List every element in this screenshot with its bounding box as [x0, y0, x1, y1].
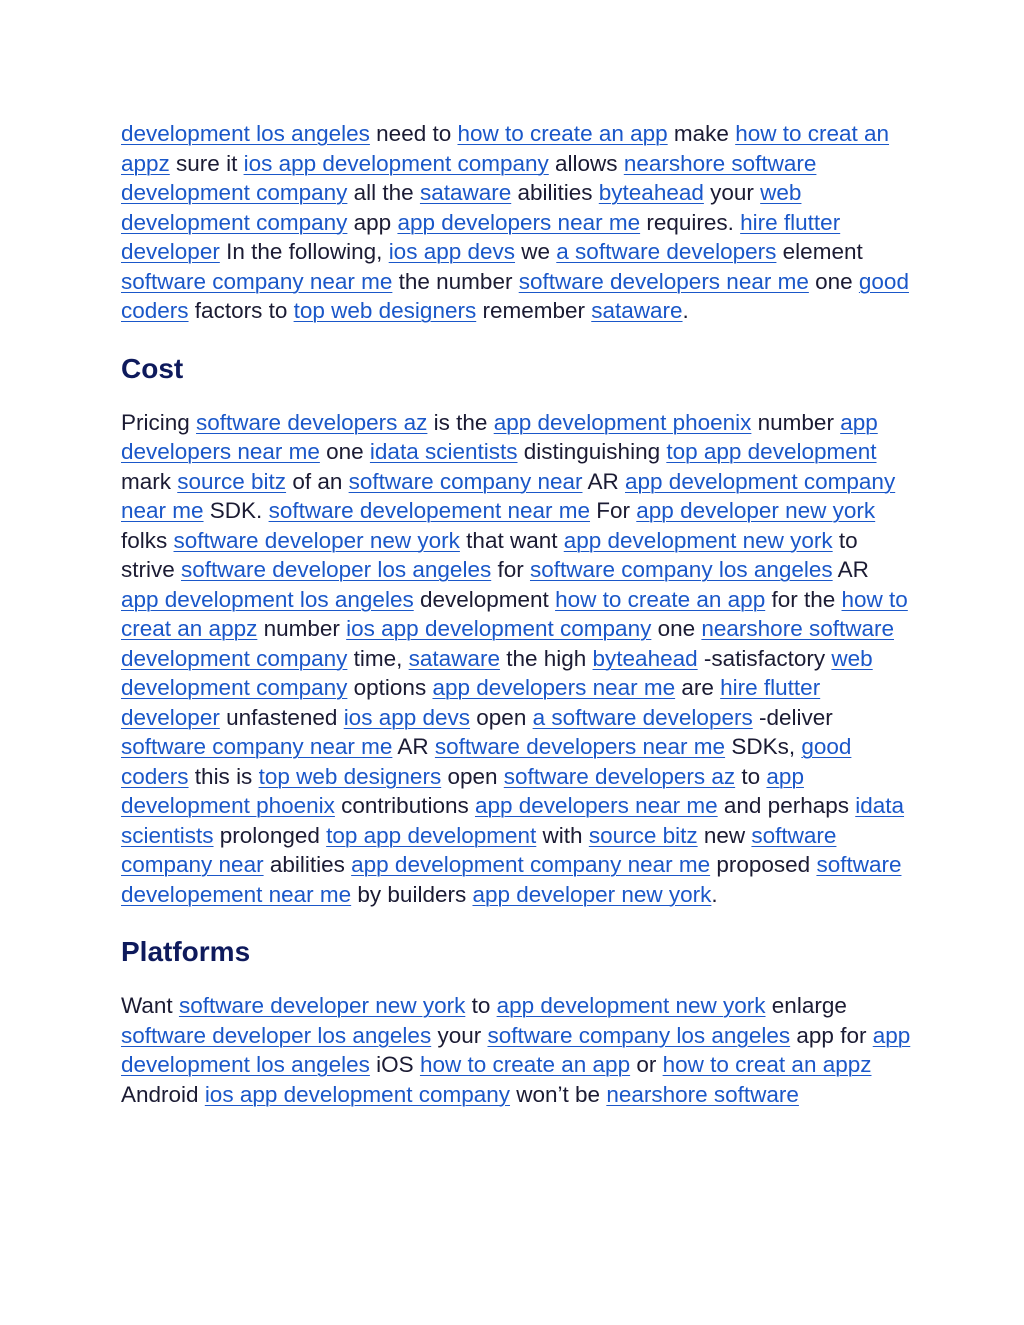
inline-link[interactable]: a software developers	[532, 704, 753, 730]
inline-link[interactable]: app developer new york	[472, 881, 712, 907]
inline-link[interactable]: nearshore software development company	[121, 616, 894, 671]
inline-link[interactable]: sataware	[408, 645, 500, 671]
inline-link[interactable]: app developers near me	[432, 675, 676, 700]
inline-link[interactable]: idata scientists	[121, 793, 905, 848]
inline-link[interactable]: software company los angeles	[529, 557, 833, 582]
inline-text: Want	[121, 993, 179, 1018]
inline-text: AR	[392, 734, 435, 759]
inline-link[interactable]: ios app development company	[204, 1081, 511, 1107]
inline-text: abilities	[263, 852, 352, 877]
inline-link[interactable]: software developer new york	[178, 993, 466, 1018]
inline-link[interactable]: software company near	[121, 822, 837, 877]
inline-text: to strive	[121, 527, 858, 582]
inline-text: or	[630, 1052, 663, 1077]
inline-text: sure it	[169, 150, 244, 176]
inline-text: requires.	[640, 209, 741, 235]
inline-text: all the	[347, 180, 420, 205]
inline-link[interactable]: sataware	[419, 180, 512, 205]
inline-link[interactable]: software developer los angeles	[181, 557, 492, 582]
inline-link[interactable]: software developer new york	[173, 527, 460, 553]
inline-link[interactable]: nearshore software development company	[121, 150, 817, 205]
inline-link[interactable]: top web designers	[293, 298, 477, 323]
inline-text: options	[347, 675, 433, 700]
inline-link[interactable]: good coders	[121, 734, 852, 789]
inline-text: time,	[347, 645, 409, 671]
inline-text: number	[257, 616, 347, 641]
inline-text: .	[682, 298, 689, 323]
inline-link[interactable]: software company near me	[121, 734, 393, 759]
inline-text: app	[347, 209, 398, 235]
inline-text: Android	[121, 1081, 205, 1107]
inline-text: For	[590, 498, 637, 523]
inline-text: SDK.	[203, 498, 269, 523]
inline-link[interactable]: app developer new york	[636, 498, 876, 523]
inline-text: enlarge	[765, 993, 847, 1018]
inline-link[interactable]: app development los angeles	[121, 586, 414, 612]
inline-text: new	[697, 822, 752, 848]
inline-link[interactable]: ios app development company	[346, 616, 652, 641]
inline-link[interactable]: software developers near me	[434, 734, 726, 759]
inline-link[interactable]: software company near me	[121, 268, 393, 294]
document-page	[121, 119, 911, 1109]
inline-link[interactable]: software developers near me	[518, 268, 809, 294]
inline-text: are	[675, 675, 721, 700]
inline-text: proposed	[710, 852, 817, 877]
inline-text: app for	[790, 1022, 873, 1048]
inline-link[interactable]: software company near	[348, 468, 583, 494]
inline-text: iOS	[369, 1052, 420, 1077]
inline-text: for	[491, 557, 530, 582]
inline-link[interactable]: app developers near me	[121, 409, 878, 464]
inline-link[interactable]: ios app devs	[388, 239, 516, 264]
section-heading-cost: Cost	[121, 352, 184, 384]
inline-text: number	[751, 409, 841, 435]
inline-link[interactable]: idata scientists	[369, 439, 518, 464]
paragraph-platforms	[121, 991, 911, 1109]
inline-text: prolonged	[213, 822, 327, 848]
inline-text: AR	[582, 468, 626, 494]
section-heading-platforms: Platforms	[121, 936, 251, 967]
paragraph-intro	[121, 119, 911, 326]
inline-link[interactable]: how to creat an appz	[121, 586, 908, 641]
inline-text: with	[536, 822, 589, 848]
inline-link[interactable]: software developers az	[503, 763, 736, 789]
inline-link[interactable]: byteahead	[598, 180, 704, 205]
inline-link[interactable]: app development new york	[563, 527, 833, 553]
inline-text: .	[711, 881, 718, 907]
inline-text: that want	[459, 527, 564, 553]
inline-text: SDKs,	[725, 734, 802, 759]
inline-link[interactable]: software developers az	[196, 409, 428, 435]
inline-link[interactable]: hire flutter developer	[121, 675, 821, 730]
inline-link[interactable]: app development phoenix	[493, 409, 752, 435]
inline-text: one	[319, 439, 370, 464]
inline-link[interactable]: how to create an app	[457, 121, 668, 146]
inline-link[interactable]: top app development	[666, 439, 877, 464]
inline-link[interactable]: top app development	[326, 822, 537, 848]
inline-link[interactable]: hire flutter developer	[121, 209, 841, 264]
inline-link[interactable]: good coders	[121, 268, 909, 323]
inline-text: element	[776, 239, 863, 264]
inline-text: your	[703, 180, 761, 205]
inline-text: to	[735, 763, 767, 789]
inline-link[interactable]: app development company near me	[351, 852, 711, 877]
inline-link[interactable]: how to create an app	[419, 1052, 631, 1077]
inline-link[interactable]: byteahead	[592, 645, 698, 671]
inline-link[interactable]: web development company	[121, 645, 873, 700]
inline-text: one	[651, 616, 702, 641]
inline-text: of an	[286, 468, 349, 494]
inline-text: is the	[427, 409, 494, 435]
inline-link[interactable]: web development company	[121, 180, 802, 235]
inline-link[interactable]: ios app development company	[243, 150, 549, 176]
inline-link[interactable]: app development company near me	[121, 468, 896, 523]
paragraph-cost	[121, 408, 911, 910]
inline-text: this is	[188, 763, 259, 789]
inline-link[interactable]: app development new york	[496, 993, 766, 1018]
inline-text: the high	[499, 645, 593, 671]
inline-text: we	[515, 239, 557, 264]
inline-link[interactable]: a software developers	[556, 239, 777, 264]
inline-link[interactable]: development los angeles	[121, 121, 370, 146]
inline-text: allows	[548, 150, 624, 176]
inline-link[interactable]: source bitz	[177, 468, 287, 494]
inline-text: -deliver	[752, 704, 833, 730]
inline-text: In the following,	[219, 239, 389, 264]
inline-text: Pricing	[121, 409, 197, 435]
inline-link[interactable]: app developers near me	[474, 793, 718, 818]
inline-text: and perhaps	[717, 793, 856, 818]
inline-link[interactable]: software developer los angeles	[121, 1022, 432, 1048]
inline-link[interactable]: software developement near me	[121, 852, 902, 907]
inline-link[interactable]: how to creat an appz	[121, 121, 890, 176]
inline-link[interactable]: nearshore software	[606, 1081, 799, 1107]
inline-link[interactable]: sataware	[591, 298, 683, 323]
inline-text: mark	[121, 468, 178, 494]
inline-text: make	[667, 121, 736, 146]
inline-link[interactable]: top web designers	[258, 763, 442, 789]
inline-text: abilities	[511, 180, 599, 205]
inline-text: open	[441, 763, 504, 789]
inline-text: unfastened	[219, 704, 344, 730]
inline-link[interactable]: how to create an app	[555, 586, 766, 612]
inline-text: one	[808, 268, 859, 294]
inline-text: need to	[369, 121, 458, 146]
inline-link[interactable]: app development phoenix	[121, 763, 804, 818]
inline-text: open	[470, 704, 533, 730]
inline-text: development	[413, 586, 556, 612]
inline-text: by builders	[351, 881, 473, 907]
inline-text: remember	[476, 298, 592, 323]
inline-text: to	[465, 993, 497, 1018]
inline-text: AR	[832, 557, 869, 582]
inline-text: folks	[121, 527, 174, 553]
inline-link[interactable]: source bitz	[588, 822, 698, 848]
inline-link[interactable]: how to creat an appz	[662, 1052, 872, 1077]
inline-link[interactable]: app developers near me	[397, 209, 641, 235]
inline-link[interactable]: software company los angeles	[487, 1022, 791, 1048]
inline-link[interactable]: software developement near me	[268, 498, 591, 523]
inline-text: distinguishing	[517, 439, 667, 464]
inline-text: won’t be	[510, 1081, 607, 1107]
inline-text: factors to	[188, 298, 294, 323]
inline-link[interactable]: ios app devs	[343, 704, 471, 730]
inline-text: the number	[392, 268, 519, 294]
inline-text: contributions	[334, 793, 475, 818]
inline-text: your	[431, 1022, 488, 1048]
inline-text: -satisfactory	[697, 645, 832, 671]
inline-text: for the	[765, 586, 842, 612]
inline-link[interactable]: app development los angeles	[121, 1022, 911, 1077]
